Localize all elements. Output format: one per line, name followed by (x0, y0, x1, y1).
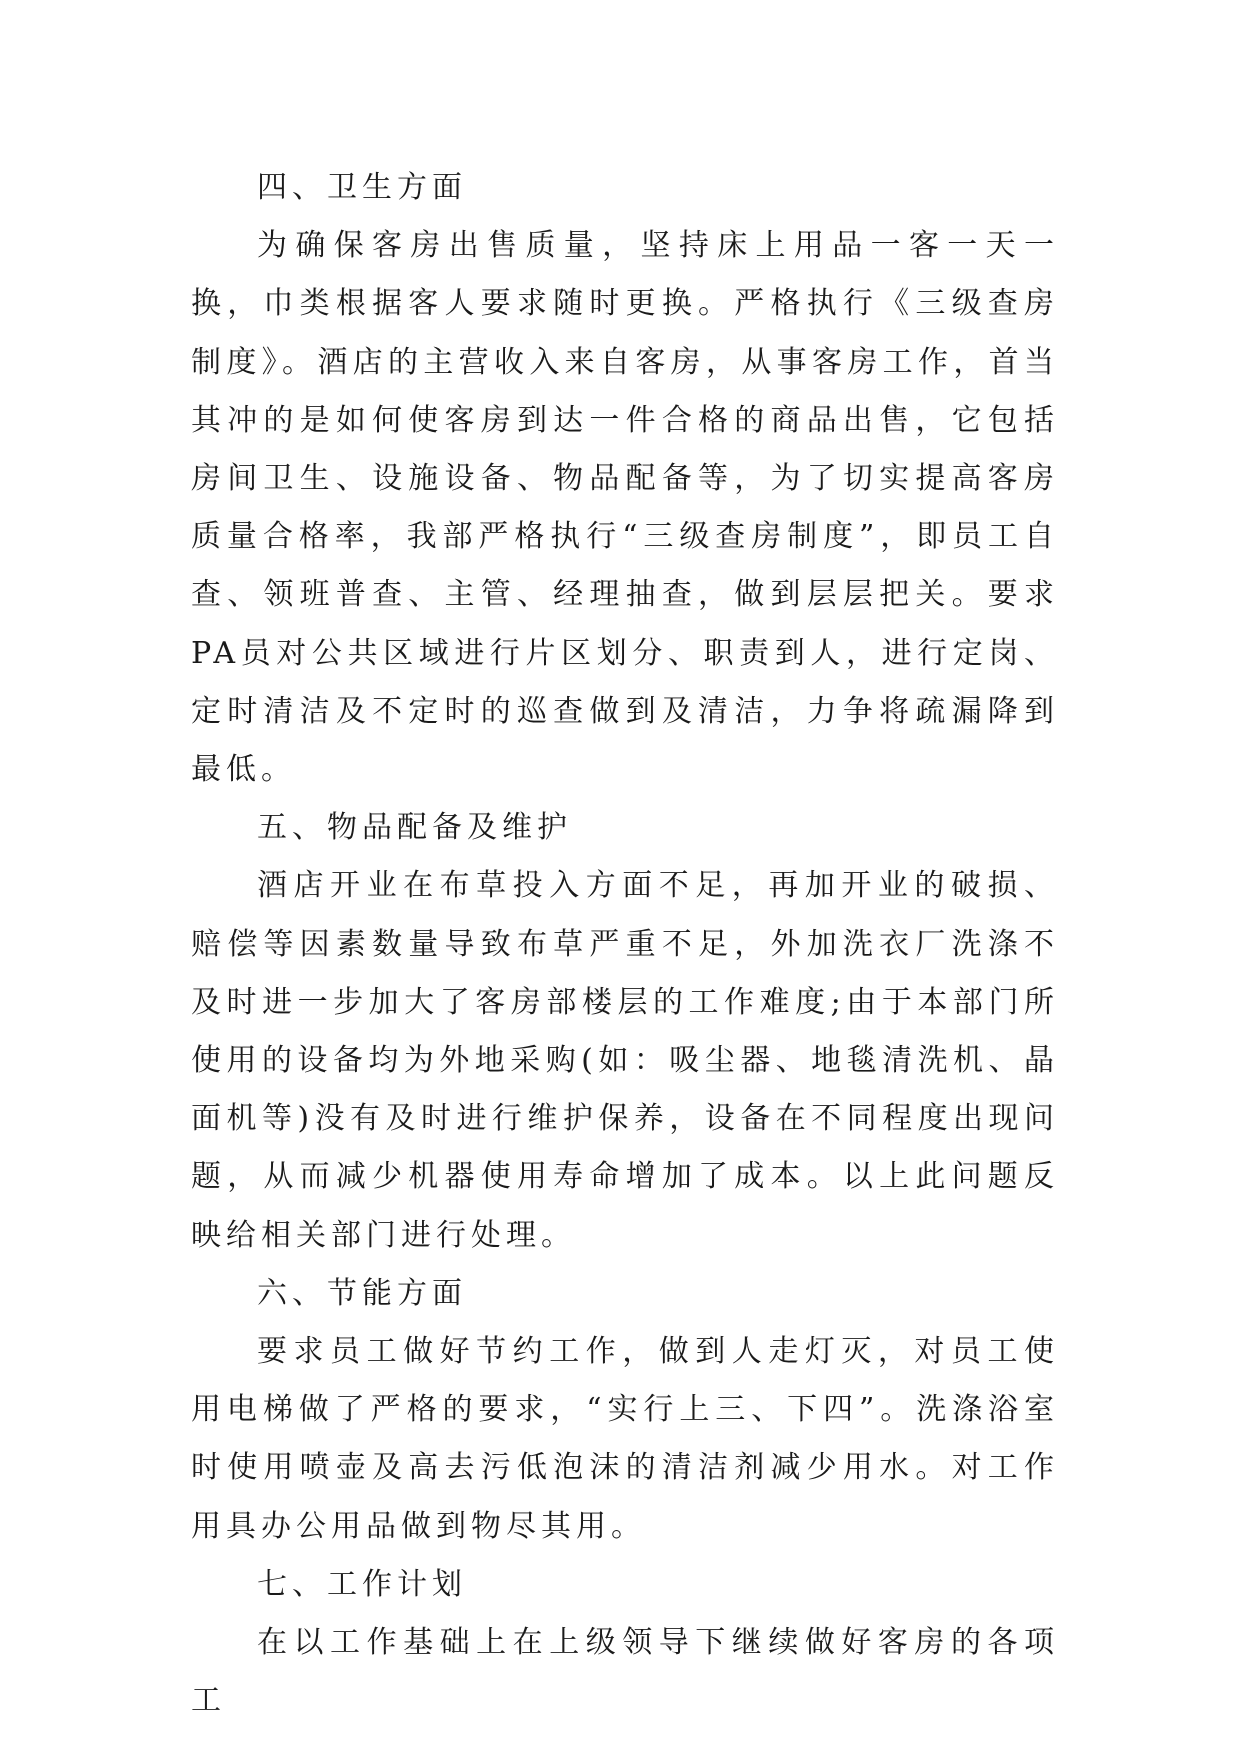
document-body (191, 159, 1059, 1730)
paragraph-supplies-maintenance: 酒店开业在布草投入方面不足，再加开业的破损、赔偿等因素数量导致布草严重不足，外加洗衣厂洗涤不及时进一步加大了客房部楼层的工作难度;由于本部门所使用的设备均为外地采购(如：吸尘器、地毯清洗机、晶面机等)没有及时进行维护保养，设备在不同程度出现问题，从而减少机器使用寿命增加了成本。以上此问题反映给相关部门进行处理。 (191, 868, 1059, 1253)
section-heading-energy-saving: 六、节能方面 (257, 1275, 467, 1311)
paragraph-hygiene: 为确保客房出售质量，坚持床上用品一客一天一换，巾类根据客人要求随时更换。严格执行《三级查房制度》。酒店的主营收入来自客房，从事客房工作，首当其冲的是如何使客房到达一件合格的商品出售，它包括房间卫生、设施设备、物品配备等，为了切实提高客房质量合格率，我部严格执行“三级查房制度”，即员工自查、领班普查、主管、经理抽查，做到层层把关。要求PA员对公共区域进行片区划分、职责到人，进行定岗、定时清洁及不定时的巡查做到及清洁，力争将疏漏降到最低。 (191, 228, 1059, 788)
section-heading-hygiene: 四、卫生方面 (257, 170, 467, 205)
section-heading-supplies-maintenance: 五、物品配备及维护 (257, 810, 572, 846)
paragraph-energy-saving: 要求员工做好节约工作，做到人走灯灭，对员工使用电梯做了严格的要求，“实行上三、下四”。洗涤浴室时使用喷壶及高去污低泡沫的清洁剂减少用水。对工作用具办公用品做到物尽其用。 (191, 1334, 1059, 1544)
section-heading-work-plan: 七、工作计划 (257, 1566, 467, 1602)
paragraph-work-plan: 在以工作基础上在上级领导下继续做好客房的各项工 (191, 1625, 1059, 1719)
